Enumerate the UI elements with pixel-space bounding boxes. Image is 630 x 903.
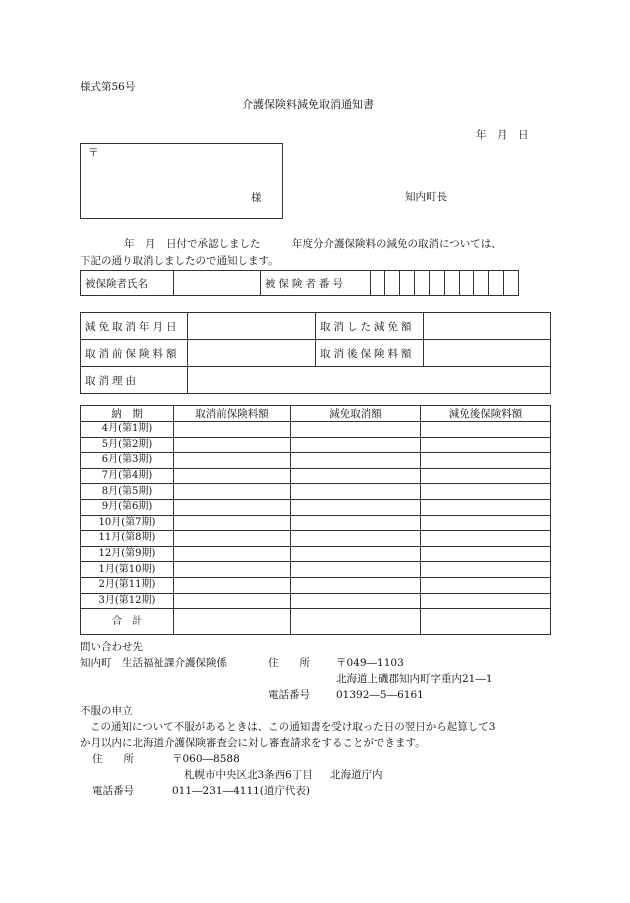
table-cell (174, 609, 291, 635)
reason-value (188, 367, 551, 394)
table-cell (421, 515, 551, 531)
table-cell (291, 468, 421, 484)
date-line: 年 月 日 (476, 129, 529, 141)
table-cell (174, 468, 291, 484)
table-cell (174, 546, 291, 562)
table-cell (291, 609, 421, 635)
period-label: 9月(第6期) (81, 499, 174, 515)
postal-mark: 〒 (88, 147, 99, 159)
period-label: 6月(第3期) (81, 453, 174, 469)
insured-number-digit (400, 271, 415, 296)
cancelled-amount-label: 取消した減免額 (316, 313, 424, 340)
contact-address-label: 住 所 (268, 657, 310, 669)
table-cell (174, 577, 291, 593)
table-cell (291, 453, 421, 469)
period-label: 2月(第11期) (81, 577, 174, 593)
table-cell (174, 437, 291, 453)
insured-number-label: 被保険者番号 (260, 271, 370, 296)
appeal-heading: 不服の申立 (80, 705, 133, 717)
issuer-name: 知内町長 (405, 191, 447, 203)
insured-number-digit (370, 271, 385, 296)
period-row (81, 577, 551, 593)
cancel-date-label: 減免取消年月日 (81, 313, 188, 340)
period-row (81, 499, 551, 515)
period-row (81, 484, 551, 500)
period-label: 3月(第12期) (81, 593, 174, 609)
table-cell (421, 609, 551, 635)
cancelled-amount-value (424, 313, 551, 340)
period-header: 減免後保険料額 (421, 406, 551, 422)
contact-postal: 〒049―1103 (336, 657, 404, 669)
period-label: 8月(第5期) (81, 484, 174, 500)
cancel-info-table (80, 312, 551, 394)
table-cell (174, 515, 291, 531)
body-text-line2: 下記の通り取消しましたので通知します。 (80, 255, 279, 267)
table-cell (174, 593, 291, 609)
insured-number-digit (415, 271, 430, 296)
period-row (81, 515, 551, 531)
insured-name-label: 被保険者氏名 (81, 271, 174, 296)
total-label: 合 計 (81, 609, 174, 635)
contact-phone: 01392―5―6161 (336, 689, 424, 701)
after-premium-value (424, 340, 551, 367)
insured-number-digit (385, 271, 400, 296)
insured-number-digit (489, 271, 504, 296)
period-row (81, 593, 551, 609)
period-label: 7月(第4期) (81, 468, 174, 484)
table-cell (421, 484, 551, 500)
period-table (80, 405, 551, 635)
appeal-address: 札幌市中央区北3条西6丁目 (184, 769, 313, 781)
period-label: 11月(第8期) (81, 531, 174, 547)
table-cell (291, 499, 421, 515)
appeal-text-line1: この通知について不服があるときは、この通知書を受け取った日の翌日から起算して3 (90, 721, 496, 733)
insured-number-digit (504, 271, 519, 296)
period-row (81, 531, 551, 547)
table-cell (174, 422, 291, 438)
table-cell (174, 531, 291, 547)
period-row (81, 437, 551, 453)
table-cell (421, 499, 551, 515)
period-row (81, 422, 551, 438)
period-row (81, 453, 551, 469)
reason-label: 取消理由 (81, 367, 188, 394)
table-cell (421, 422, 551, 438)
contact-phone-label: 電話番号 (268, 689, 310, 701)
period-label: 4月(第1期) (81, 422, 174, 438)
appeal-phone: 011―231―4111(道庁代表) (172, 785, 310, 797)
total-row (81, 609, 551, 635)
table-cell (421, 562, 551, 578)
period-row (81, 468, 551, 484)
appeal-phone-label: 電話番号 (92, 785, 134, 797)
appeal-office: 北海道庁内 (330, 769, 383, 781)
appeal-address-label: 住 所 (92, 753, 134, 765)
before-premium-value (188, 340, 316, 367)
table-cell (174, 484, 291, 500)
recipient-address-box (80, 143, 283, 219)
period-label: 5月(第2期) (81, 437, 174, 453)
table-cell (291, 515, 421, 531)
table-cell (421, 453, 551, 469)
period-table-body (81, 422, 551, 609)
period-header: 納 期 (81, 406, 174, 422)
insured-table (80, 270, 519, 296)
insured-number-digit (474, 271, 489, 296)
body-text-line1: 年 月 日付で承認しました 年度分介護保険料の減免の取消については、 (124, 238, 502, 250)
insured-number-digit (444, 271, 459, 296)
period-label: 10月(第7期) (81, 515, 174, 531)
table-cell (291, 437, 421, 453)
table-cell (174, 562, 291, 578)
period-row (81, 546, 551, 562)
table-cell (291, 593, 421, 609)
form-title: 介護保険料減免取消通知書 (242, 98, 374, 111)
honorific: 様 (251, 192, 262, 204)
appeal-postal: 〒060―8588 (172, 753, 240, 765)
period-label: 12月(第9期) (81, 546, 174, 562)
period-row (81, 562, 551, 578)
contact-heading: 問い合わせ先 (80, 641, 143, 653)
table-cell (421, 437, 551, 453)
after-premium-label: 取消後保険料額 (316, 340, 424, 367)
table-cell (291, 546, 421, 562)
insured-name-value (173, 271, 260, 296)
period-label: 1月(第10期) (81, 562, 174, 578)
insured-number-digit (429, 271, 444, 296)
table-cell (291, 531, 421, 547)
before-premium-label: 取消前保険料額 (81, 340, 188, 367)
table-cell (421, 593, 551, 609)
table-cell (291, 562, 421, 578)
table-cell (174, 499, 291, 515)
table-cell (291, 422, 421, 438)
form-number: 様式第56号 (80, 81, 136, 93)
cancel-date-value (188, 313, 316, 340)
table-cell (291, 577, 421, 593)
contact-office: 知内町 生活福祉課介護保険係 (80, 657, 227, 669)
contact-address: 北海道上磯郡知内町字重内21―1 (336, 673, 493, 685)
appeal-text-line2: か月以内に北海道介護保険審査会に対し審査請求をすることができます。 (80, 737, 426, 749)
table-cell (291, 484, 421, 500)
table-cell (421, 577, 551, 593)
table-cell (421, 468, 551, 484)
period-header: 減免取消額 (291, 406, 421, 422)
period-header: 取消前保険料額 (174, 406, 291, 422)
table-cell (174, 453, 291, 469)
insured-number-digit (459, 271, 474, 296)
table-cell (421, 531, 551, 547)
table-cell (421, 546, 551, 562)
